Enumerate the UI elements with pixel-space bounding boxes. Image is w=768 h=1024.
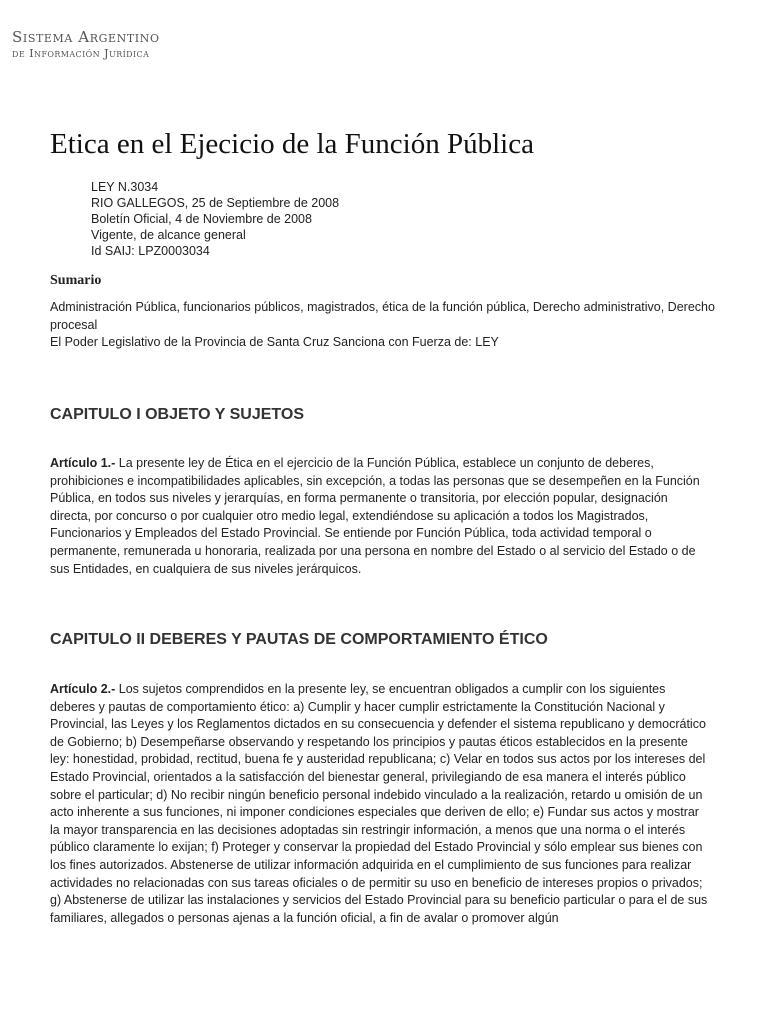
summary-section: [50, 299, 720, 352]
article-1-label: Artículo 1.-: [50, 456, 116, 470]
article-1-text: La presente ley de Ética en el ejercicio de la Función Pública, establece un conjunto de deberes, prohibiciones e incompatibilidades aplicables, sin excepción, a todas las personas que se desempeñen en la Función Pública, en todos sus niveles y jerarquías, en forma permanente o transitoria, por elección popular, designación directa, por concurso o por cualquier otro medio legal, extendiéndose su aplicación a todos los Magistrados, Funcionarios y Empleados del Estado Provincial. Se entiende por Función Pública, toda actividad temporal o permanente, remunerada u honoraria, realizada por una persona en nombre del Estado o al servicio del Estado o de sus Entidades, en cualquiera de sus niveles jerárquicos.: [50, 456, 700, 576]
validity-status: Vigente, de alcance general: [91, 228, 246, 242]
document-title: Etica en el Ejecicio de la Función Pública: [50, 128, 534, 160]
summary-descriptors: Administración Pública, funcionarios públicos, magistrados, ética de la función pública, Derecho administrativo, Derecho procesal: [50, 300, 715, 332]
place-and-date: RIO GALLEGOS, 25 de Septiembre de 2008: [91, 196, 340, 210]
saij-id: Id SAIJ: LPZ0003034: [91, 244, 210, 258]
summary-heading: Sumario: [50, 273, 102, 288]
law-metadata: [91, 179, 339, 259]
article-2-label: Artículo 2.-: [50, 682, 116, 696]
saij-logo: [12, 30, 160, 60]
chapter-1-title: CAPITULO I OBJETO Y SUJETOS: [50, 406, 304, 423]
article-2-text: Los sujetos comprendidos en la presente ley, se encuentran obligados a cumplir con los siguientes deberes y pautas de comportamiento ético: a) Cumplir y hacer cumplir estrictamente la Constitución Nacional y Provincial, las Leyes y los Reglamentos dictados en su consecuencia y defender el sistema republicano y democrático de Gobierno; b) Desempeñarse observando y respetando los principios y pautas éticos establecidos en la presente ley: honestidad, probidad, rectitud, buena fe y austeridad republicana; c) Velar en todos sus actos por los intereses del Estado Provincial, orientados a la satisfacción del bienestar general, privilegiando de esa manera el interés público sobre el particular; d) No recibir ningún beneficio personal indebido vinculado a la realización, retardo u omisión de un acto inherente a sus funciones, ni imponer condiciones especiales que deriven de ello; e) Fundar sus actos y mostrar la mayor transparencia en las decisiones adoptadas sin restringir información, a menos que una norma o el interés público claramente lo exijan; f) Proteger y conservar la propiedad del Estado Provincial y sólo emplear sus bienes con los fines autorizados. Abstenerse de utilizar información adquirida en el cumplimiento de sus funciones para realizar actividades no relacionadas con sus tareas oficiales o de permitir su uso en beneficio de intereses propios o privados; g) Abstenerse de utilizar las instalaciones y servicios del Estado Provincial para su beneficio particular o para el de sus familiares, allegados o personas ajenas a la función oficial, a fin de avalar o promover algún: [50, 682, 708, 925]
article-1: [50, 455, 708, 578]
chapter-2-title: CAPITULO II DEBERES Y PAUTAS DE COMPORTAMIENTO ÉTICO: [50, 631, 548, 648]
law-number: LEY N.3034: [91, 180, 159, 194]
article-2: [50, 681, 708, 927]
official-bulletin: Boletín Oficial, 4 de Noviembre de 2008: [91, 212, 312, 226]
logo-line-1: Sistema Argentino: [12, 28, 160, 46]
summary-enactment: El Poder Legislativo de la Provincia de Santa Cruz Sanciona con Fuerza de: LEY: [50, 335, 499, 349]
logo-line-2: de Información Jurídica: [12, 46, 150, 60]
